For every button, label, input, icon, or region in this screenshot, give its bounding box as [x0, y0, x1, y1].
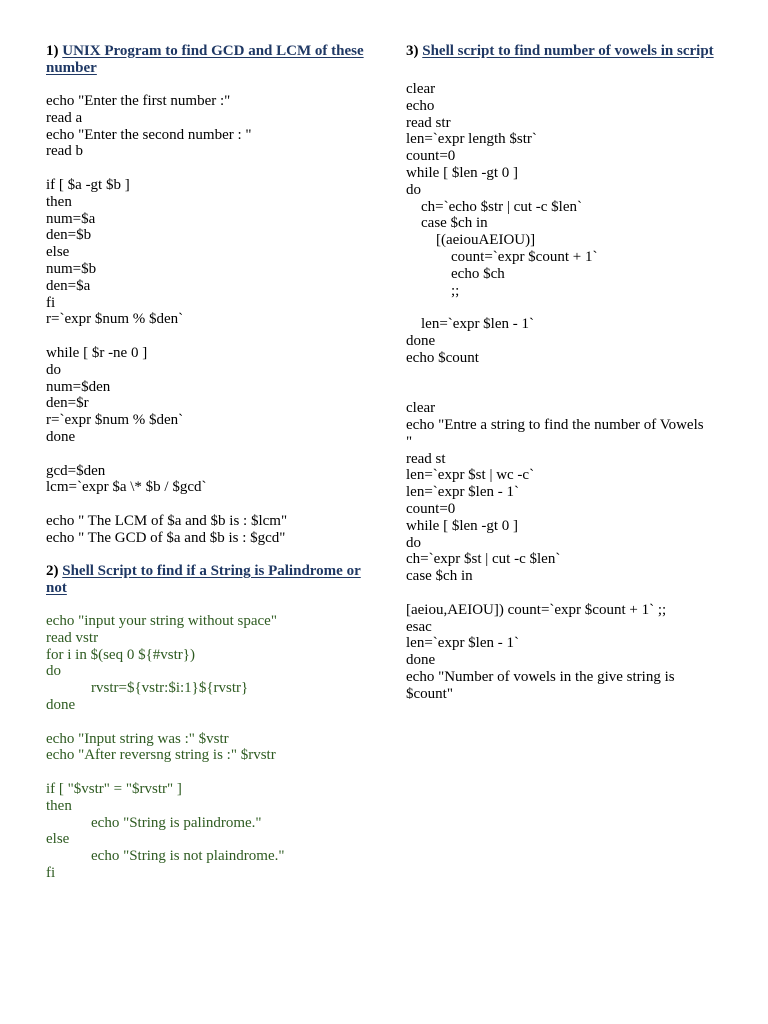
section1-title: UNIX Program to find GCD and LCM of these number [46, 43, 364, 76]
code-line: if [ "$vstr" = "$rvstr" ] [46, 780, 182, 797]
code-line: len=`expr $len - 1` [406, 484, 519, 501]
code-line: echo $count [406, 349, 479, 366]
code-line [46, 328, 366, 345]
code-line: else [46, 831, 70, 848]
section3-number: 3) [406, 43, 423, 59]
code-line [46, 764, 366, 781]
code-line: count=0 [406, 500, 456, 517]
code-line: ch=`expr $st | cut -c $len` [406, 551, 561, 568]
code-line: ch=`echo $str | cut -c $len` [406, 198, 582, 215]
code-line: do [46, 361, 61, 378]
code-line: read b [46, 143, 84, 160]
code-line: then [46, 797, 72, 814]
code-line: read str [406, 114, 451, 131]
code-line [46, 446, 366, 463]
code-line: echo "Entre a string to find the number of Vowels [406, 416, 704, 433]
code-line [406, 299, 726, 316]
code-line: echo "String is not plaindrome." [46, 848, 285, 865]
code-line [406, 383, 726, 400]
code-line: den=$b [46, 227, 92, 244]
code-line: num=$b [46, 260, 97, 277]
code-line: done [46, 428, 76, 445]
code-line: echo "String is palindrome." [46, 814, 262, 831]
code-line: len=`expr $len - 1` [406, 316, 534, 333]
code-line: fi [46, 294, 56, 311]
code-line: echo [406, 97, 435, 114]
code-line: echo "Enter the second number : " [46, 126, 252, 143]
code-line: $count" [406, 685, 453, 702]
code-line: r=`expr $num % $den` [46, 412, 184, 429]
code-line: r=`expr $num % $den` [46, 311, 184, 328]
code-line: " [406, 433, 413, 450]
code-line: then [46, 193, 72, 210]
code-line: count=0 [406, 148, 456, 165]
code-line: echo "Enter the first number :" [46, 93, 231, 109]
code-line [406, 585, 726, 602]
code-line [406, 367, 726, 384]
code-line: ;; [406, 282, 460, 299]
code-line: len=`expr $len - 1` [406, 635, 519, 652]
code-line: echo "Input string was :" $vstr [46, 730, 229, 747]
code-line: case $ch in [406, 568, 473, 585]
code-line: gcd=$den [46, 462, 106, 479]
code-line: num=$den [46, 378, 111, 395]
code-line [46, 714, 366, 731]
code-line: fi [46, 864, 56, 881]
section2-number: 2) [46, 563, 63, 579]
code-line: clear [406, 81, 436, 97]
code-line: echo "Number of vowels in the give string is [406, 668, 675, 685]
code-line: do [406, 181, 421, 198]
code-line: if [ $a -gt $b ] [46, 176, 130, 193]
code-line: esac [406, 618, 432, 635]
section3-title: Shell script to find number of vowels in script [422, 43, 714, 59]
code-line: rvstr=${vstr:$i:1}${rvstr} [46, 680, 249, 697]
code-line: len=`expr $st | wc -c` [406, 467, 535, 484]
code-line: num=$a [46, 210, 96, 227]
code-line: den=$r [46, 395, 89, 412]
code-line: echo " The LCM of $a and $b is : $lcm" [46, 512, 288, 529]
code-line: len=`expr length $str` [406, 131, 537, 148]
code-line: read a [46, 109, 83, 126]
code-line: lcm=`expr $a \* $b / $gcd` [46, 479, 207, 496]
code-line: do [406, 534, 421, 551]
code-line: den=$a [46, 277, 91, 294]
code-line: do [46, 663, 61, 680]
section3-heading [406, 43, 726, 60]
section3-code [406, 81, 726, 702]
code-line: clear [406, 400, 436, 417]
code-line: while [ $len -gt 0 ] [406, 517, 519, 534]
code-line: echo "After reversng string is :" $rvstr [46, 747, 276, 764]
code-line: done [46, 696, 76, 713]
section2-title: Shell Script to find if a String is Palindrome or not [46, 563, 361, 596]
code-line: case $ch in [406, 215, 488, 232]
code-line: done [406, 652, 436, 669]
code-line [46, 160, 366, 177]
code-line: else [46, 244, 70, 261]
code-line: echo " The GCD of $a and $b is : $gcd" [46, 529, 286, 546]
section2-code [46, 613, 366, 882]
code-line: read st [406, 450, 446, 467]
code-line: count=`expr $count + 1` [406, 248, 598, 265]
section1-number: 1) [46, 43, 63, 59]
code-line: [aeiou,AEIOU]) count=`expr $count + 1` ;; [406, 601, 667, 618]
code-line: echo $ch [406, 265, 505, 282]
section1-heading [46, 43, 366, 76]
code-line: echo "input your string without space" [46, 613, 277, 629]
code-line: read vstr [46, 629, 99, 646]
section1-code [46, 93, 366, 547]
section2-heading [46, 563, 366, 596]
code-line [46, 496, 366, 513]
code-line: while [ $len -gt 0 ] [406, 164, 519, 181]
code-line: [(aeiouAEIOU)] [406, 232, 536, 249]
code-line: for i in $(seq 0 ${#vstr}) [46, 646, 195, 663]
code-line: done [406, 332, 436, 349]
code-line: while [ $r -ne 0 ] [46, 344, 148, 361]
